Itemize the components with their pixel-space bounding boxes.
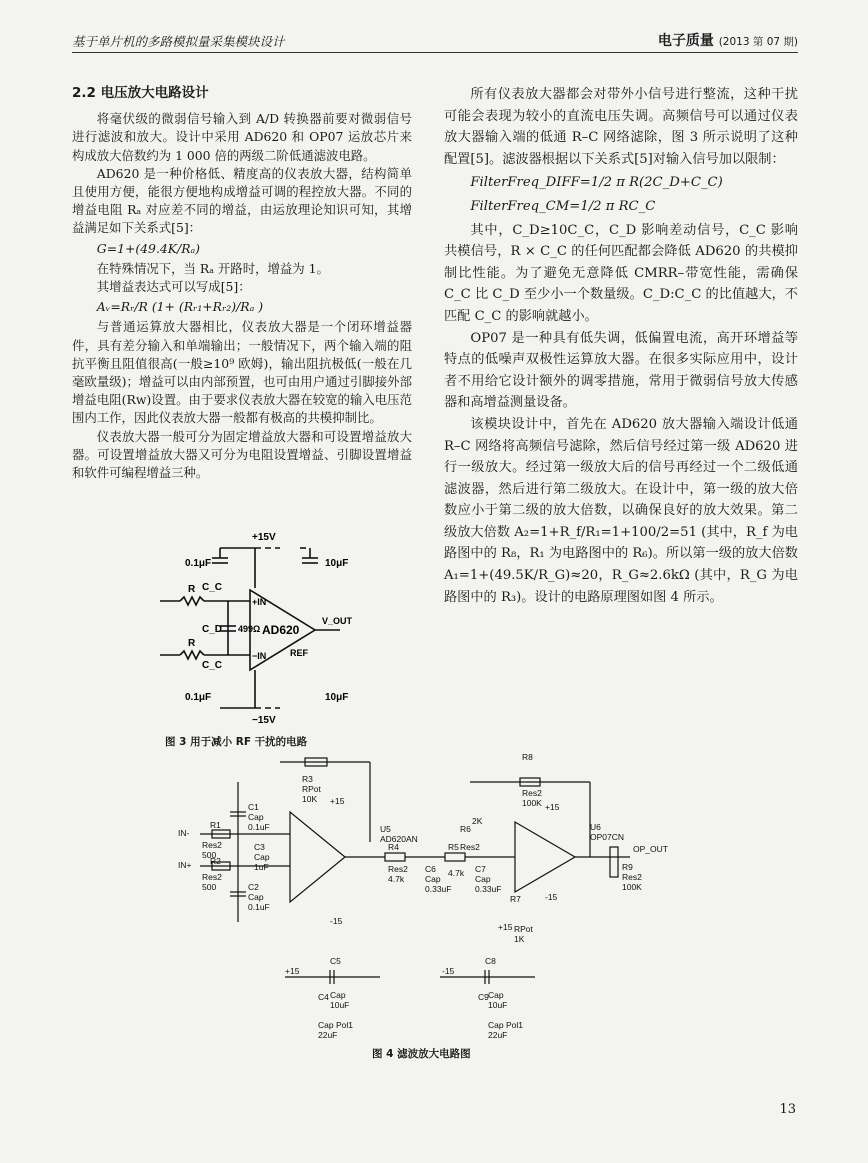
label-r8: R8: [522, 752, 533, 762]
label-m15c: -15: [442, 966, 455, 976]
label-p15a: +15: [330, 796, 345, 806]
label-c8v: 10uF: [488, 1000, 508, 1010]
label-r1n: Res2: [202, 840, 222, 850]
label-c1v: 0.1uF: [248, 822, 270, 832]
label-r7n: RPot: [514, 924, 533, 934]
label-cap01a: 0.1μF: [185, 558, 212, 569]
label-in-minus: −IN: [252, 651, 267, 661]
label-in-plus: +IN: [252, 597, 267, 607]
formula: G=1+(49.4K/Rₐ): [96, 240, 201, 256]
label-c9v: 22uF: [488, 1030, 508, 1040]
figure-3-circuit: [140, 528, 420, 728]
page-number: 13: [779, 1102, 796, 1117]
label-r6: R6: [460, 824, 471, 834]
label-r3v: 10K: [302, 794, 318, 804]
label-c6n: Cap: [425, 874, 441, 884]
paragraph: 与普通运算放大器相比，仪表放大器是一个闭环增益器件，具有差分输入和单端输出；一般情况下，两个输入端的阻抗平衡且阻值很高(一般≥10⁹ 欧姆)，输出阻抗极低(一般在几毫欧量级)；增益可以由内部预置，也可由用户通过引脚接外部增益电阻(Rw)设置。由于要求仪表放大器在较宽的输入电压范围内工作，因此仪表放大器一般都有极高的共模抑制比。: [72, 319, 412, 426]
label-ref: REF: [290, 648, 308, 658]
label-c1cap: Cap: [248, 812, 264, 822]
formula: FilterFreq_DIFF=1/2 π R(2C_D+C_C): [470, 175, 723, 191]
label-r2: R: [188, 638, 196, 649]
label-c3: C3: [254, 842, 265, 852]
label-c8n: Cap: [488, 990, 504, 1000]
label-rpot: RPot: [302, 784, 321, 794]
paragraph: 其增益表达式可以写成[5]：: [96, 279, 251, 295]
label-u6: U6: [590, 822, 601, 832]
running-header: [72, 28, 798, 53]
label-vout: V_OUT: [322, 616, 353, 626]
label-c2v: 0.1uF: [248, 902, 270, 912]
label-c4n: Cap Pol1: [318, 1020, 353, 1030]
label-c7: C7: [475, 864, 486, 874]
label-c8: C8: [485, 956, 496, 966]
label-ad620an: AD620AN: [380, 834, 418, 844]
paragraph: 其中，C_D≥10C_C，C_D 影响差动信号，C_C 影响共模信号，R × C_C 的任何匹配都会降低 AD620 的共模抑制比性能。为了避免无意降低 CMRR–带宽性能，需确保 C_C 比 C_D 至少小一个数量级。C_D:C_C 的比值越大，不匹配 C_C 的影响就越小。: [444, 222, 798, 324]
label-r9n: Res2: [622, 872, 642, 882]
label-c3v: 1uF: [254, 862, 269, 872]
label-op07: OP07CN: [590, 832, 625, 842]
label-cap10a: 10μF: [325, 558, 349, 569]
label-m15a: -15: [330, 916, 343, 926]
paragraph: 仪表放大器一般可分为固定增益放大器和可设置增益放大器。可设置增益放大器又可分为电阻设置增益、引脚设置增益和软件可编程增益三种。: [72, 428, 412, 481]
label-chip: AD620: [262, 623, 300, 637]
left-column: [72, 84, 412, 482]
label-cd: C_D: [202, 624, 223, 635]
label-r2: R2: [210, 856, 221, 866]
label-m15b: -15: [545, 892, 558, 902]
label-r2v: 500: [202, 882, 217, 892]
header-journal: 电子质量 (2013 第 07 期): [657, 33, 798, 49]
paragraph: 在特殊情况下，当 Rₐ 开路时，增益为 1。: [96, 260, 329, 276]
paragraph: OP07 是一种具有低失调，低偏置电流，高开环增益等特点的低噪声双极性运算放大器。在很多实际应用中，设计者不用给它设计额外的调零措施，常用于微弱信号放大传感器和高增益测量设备。: [444, 330, 798, 411]
label-minus15: −15V: [252, 715, 276, 726]
label-u5: U5: [380, 824, 391, 834]
label-r5: R5: [448, 842, 459, 852]
label-r4: R4: [388, 842, 399, 852]
figure-3-caption: 图 3 用于减小 RF 干扰的电路: [165, 736, 308, 748]
label-c4: C4: [318, 992, 329, 1002]
right-column: [444, 84, 798, 608]
label-plus15: +15V: [252, 532, 276, 543]
label-c9n: Cap Pol1: [488, 1020, 523, 1030]
label-r6v: 2K: [472, 816, 483, 826]
label-opout: OP_OUT: [633, 844, 668, 854]
label-inm: IN-: [178, 828, 190, 838]
label-c6v: 0.33uF: [425, 884, 452, 894]
label-r4v: 4.7k: [388, 874, 405, 884]
header-title: 基于单片机的多路模拟量采集模块设计: [72, 34, 285, 49]
figure-4-caption: 图 4 滤波放大电路图: [372, 1048, 471, 1060]
label-c5: C5: [330, 956, 341, 966]
label-p15c: +15: [498, 922, 513, 932]
label-c2cap: Cap: [248, 892, 264, 902]
label-c5v: 10uF: [330, 1000, 350, 1010]
label-r1: R1: [210, 820, 221, 830]
paragraph: AD620 是一种价格低、精度高的仪表放大器，结构简单且使用方便，能很方便地构成增益可调的程控放大器。不同的增益电阻 Rₐ 对应差不同的增益，由运放理论知识可知，其增益满足如下关系式[5]：: [72, 165, 412, 236]
label-cc2: C_C: [202, 660, 223, 671]
label-c4v: 22uF: [318, 1030, 338, 1040]
label-r5v: 4.7k: [448, 868, 465, 878]
label-inp: IN+: [178, 860, 192, 870]
label-r4n: Res2: [388, 864, 408, 874]
label-r5n: Res2: [460, 842, 480, 852]
label-r8v: 100K: [522, 798, 542, 808]
label-cap10b: 10μF: [325, 692, 349, 703]
label-c9: C9: [478, 992, 489, 1002]
label-p15b: +15: [545, 802, 560, 812]
label-cap01b: 0.1μF: [185, 692, 212, 703]
label-r8n: Res2: [522, 788, 542, 798]
formula: FilterFreq_CM=1/2 π RC_C: [470, 198, 656, 214]
label-c5n: Cap: [330, 990, 346, 1000]
label-r7v: 1K: [514, 934, 525, 944]
label-c3cap: Cap: [254, 852, 270, 862]
label-c7n: Cap: [475, 874, 491, 884]
label-r499: 499Ω: [238, 624, 261, 634]
label-c2: C2: [248, 882, 259, 892]
label-c1: C1: [248, 802, 259, 812]
label-r3: R3: [302, 774, 313, 784]
paragraph: 所有仪表放大器都会对带外小信号进行整流，这种干扰可能会表现为较小的直流电压失调。高频信号可以通过仪表放大器输入端的低通 R–C 网络滤除，图 3 所示说明了这种配置[5]。滤波器根据以下关系式[5]对输入信号加以限制：: [444, 87, 798, 167]
label-c7v: 0.33uF: [475, 884, 502, 894]
label-p15d: +15: [285, 966, 300, 976]
label-cc1: C_C: [202, 582, 223, 593]
paragraph: 该模块设计中，首先在 AD620 放大器输入端设计低通 R–C 网络将高频信号滤除，然后信号经过第一级 AD620 进行一级放大。经过第一级放大后的信号再经过一个二级低通滤波器，然后进行第二级放大。在设计中，第一级的放大倍数应小于第二级的放大倍数，以确保良好的放大效果。第二级放大倍数 A₂=1+R_f/R₁=1+100/2=51 (其中，R_f 为电路图中的 R₈，R₁ 为电路图中的 R₆)。所以第一级的放大倍数 A₁=1+(49.5K/R_G)≈20，R_G≈2.6kΩ (其中，R_G 为电路图中的 R₃)。设计的电路原理图如图 4 所示。: [444, 416, 798, 605]
label-r1v: 500: [202, 850, 217, 860]
section-heading: 2.2 电压放大电路设计: [72, 85, 209, 101]
paragraph: 将毫伏级的微弱信号输入到 A/D 转换器前要对微弱信号进行滤波和放大。设计中采用 AD620 和 OP07 运放芯片来构成放大倍数约为 1 000 倍的两级二阶低通滤波电路。: [72, 111, 412, 163]
label-r9: R9: [622, 862, 633, 872]
label-r9v: 100K: [622, 882, 642, 892]
label-c6: C6: [425, 864, 436, 874]
figure-4-circuit: [170, 752, 700, 1042]
label-r2n: Res2: [202, 872, 222, 882]
label-r1: R: [188, 584, 196, 595]
formula: Aᵥ=Rᵣ/R (1+ (Rᵣ₁+Rᵣ₂)/Rₐ ): [96, 299, 264, 315]
label-r7: R7: [510, 894, 521, 904]
